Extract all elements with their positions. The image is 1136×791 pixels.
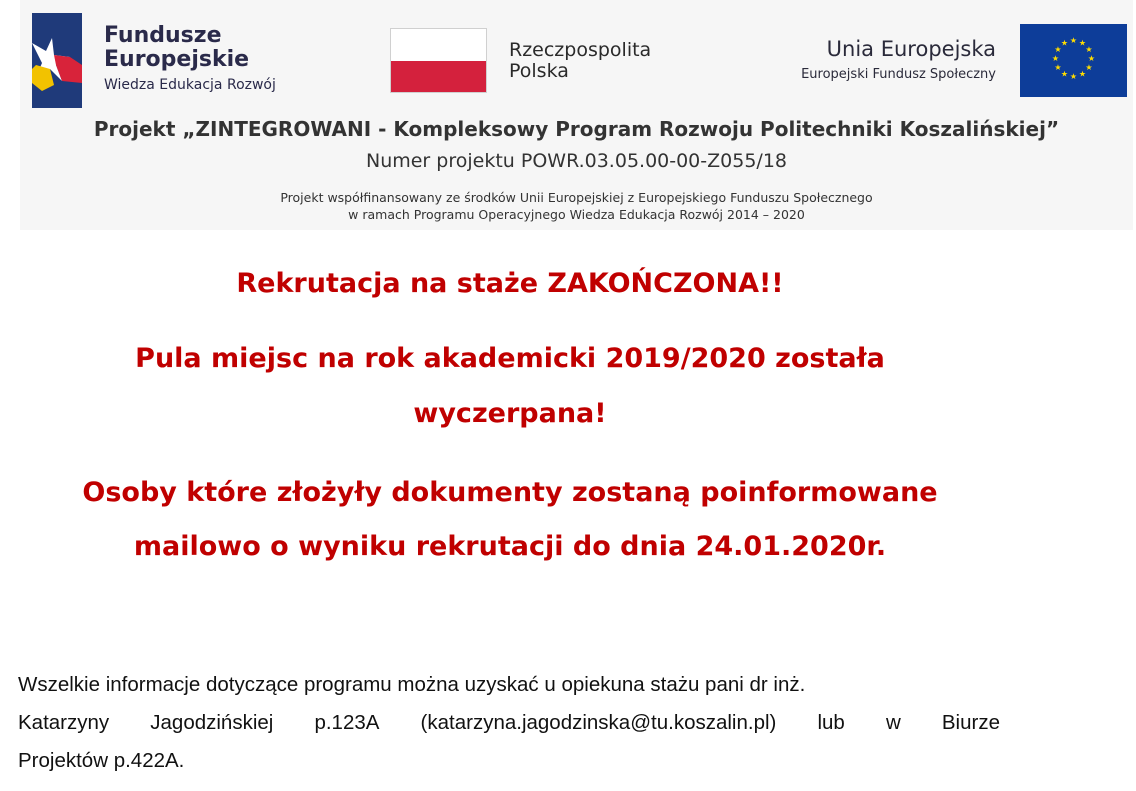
svg-text:★: ★ — [1069, 36, 1078, 45]
info-word: p.123A — [314, 711, 380, 734]
eu-subtitle: Europejski Fundusz Społeczny — [801, 67, 996, 82]
polish-flag-icon — [390, 28, 487, 93]
pl-line1: Rzeczpospolita — [509, 39, 652, 61]
svg-text:★: ★ — [1054, 63, 1062, 72]
eu-title: Unia Europejska — [826, 37, 996, 61]
info-line2 — [18, 711, 1000, 735]
svg-text:★: ★ — [1078, 38, 1087, 48]
fe-title-line1: Fundusze — [104, 23, 222, 48]
fe-title-line2: Europejskie — [104, 47, 250, 72]
announcement-headline: Rekrutacja na staże ZAKOŃCZONA!! — [236, 268, 784, 299]
cofinance-line1: Projekt współfinansowany ze środków Unii Europejskiej z Europejskiego Funduszu Społecznego — [280, 190, 873, 205]
svg-text:★: ★ — [1060, 38, 1069, 48]
project-title: Projekt „ZINTEGROWANI - Kompleksowy Program Rozwoju Politechniki Koszalińskiej” — [93, 117, 1060, 141]
svg-text:★: ★ — [1060, 69, 1069, 79]
info-line1: Wszelkie informacje dotyczące programu można uzyskać u opiekuna stażu pani dr inż. — [18, 673, 806, 696]
fundusze-europejskie-star-icon — [32, 13, 82, 108]
svg-text:★: ★ — [1078, 69, 1087, 79]
svg-text:★: ★ — [1085, 45, 1093, 54]
fe-subtitle: Wiedza Edukacja Rozwój — [104, 77, 276, 93]
svg-text:★: ★ — [1069, 72, 1078, 81]
svg-text:★: ★ — [1085, 63, 1093, 72]
info-word: lub — [817, 711, 845, 734]
cofinance-line2: w ramach Programu Operacyjnego Wiedza Edukacja Rozwój 2014 – 2020 — [348, 207, 805, 222]
svg-text:★: ★ — [1054, 45, 1062, 54]
info-word: Jagodzińskiej — [150, 711, 274, 734]
svg-text:★: ★ — [1051, 54, 1060, 63]
contact-email: (katarzyna.jagodzinska@tu.koszalin.pl) — [420, 711, 777, 734]
cofinance-note — [20, 189, 1133, 223]
info-word: Biurze — [941, 711, 1000, 734]
pl-logo-text — [509, 40, 651, 82]
fe-logo-text — [104, 24, 276, 92]
announcement-line4: Osoby które złożyły dokumenty zostaną poinformowane — [82, 477, 938, 508]
info-line3: Projektów p.422A. — [18, 749, 185, 772]
eu-flag-icon — [1020, 24, 1127, 97]
info-word: Katarzyny — [18, 711, 110, 734]
announcement-line2: Pula miejsc na rok akademicki 2019/2020 została — [135, 343, 885, 374]
svg-text:★: ★ — [1087, 54, 1096, 63]
announcement-line3: wyczerpana! — [413, 398, 607, 429]
info-word: w — [885, 711, 901, 734]
project-number: Numer projektu POWR.03.05.00-00-Z055/18 — [365, 150, 787, 172]
eu-logo-text — [801, 38, 996, 82]
announcement-line5: mailowo o wyniku rekrutacji do dnia 24.01.2020r. — [133, 531, 887, 562]
pl-line2: Polska — [509, 60, 569, 82]
